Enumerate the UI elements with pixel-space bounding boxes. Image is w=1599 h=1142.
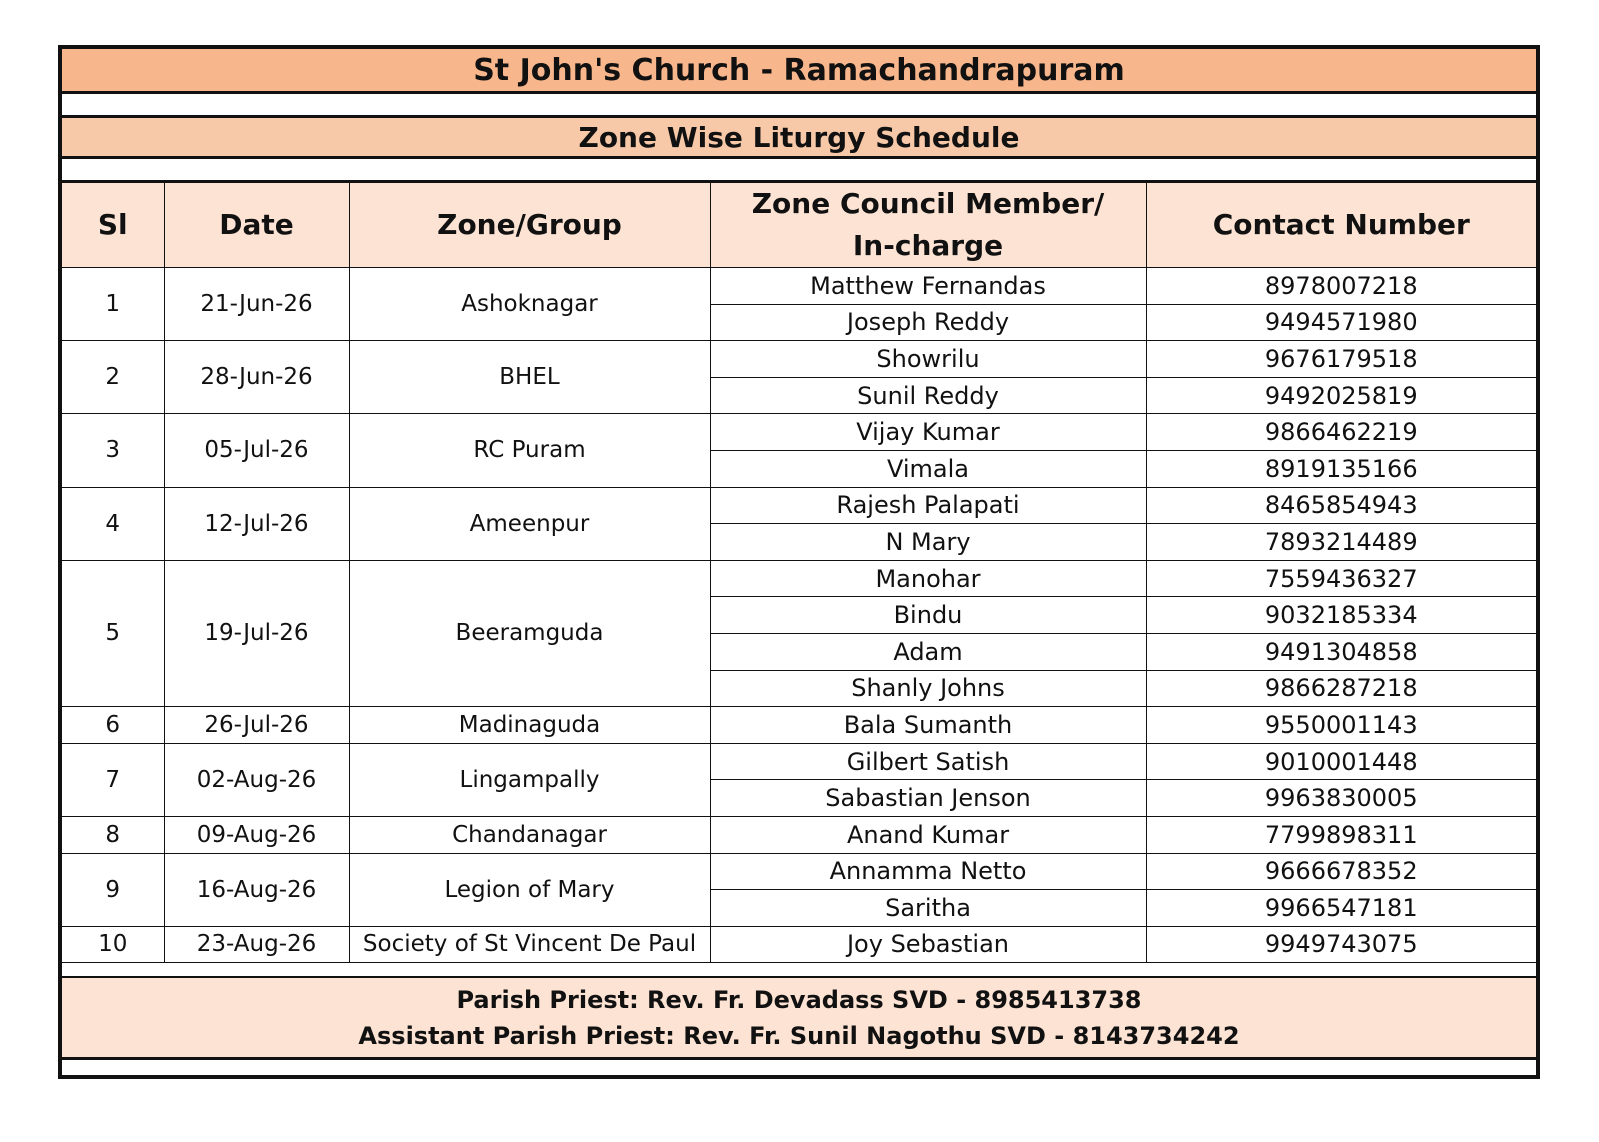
cell-zone: Ameenpur bbox=[349, 487, 710, 560]
table-row bbox=[62, 560, 1536, 597]
cell-sl: 1 bbox=[62, 268, 164, 341]
cell-contact-number: 9949743075 bbox=[1146, 926, 1536, 963]
cell-date: 12-Jul-26 bbox=[164, 487, 349, 560]
column-header-date: Date bbox=[164, 183, 349, 268]
cell-date: 09-Aug-26 bbox=[164, 816, 349, 853]
page-subtitle: Zone Wise Liturgy Schedule bbox=[62, 115, 1536, 159]
cell-zone: Society of St Vincent De Paul bbox=[349, 926, 710, 963]
cell-member-name: Rajesh Palapati bbox=[710, 487, 1146, 524]
table-row bbox=[62, 816, 1536, 853]
cell-sl: 6 bbox=[62, 707, 164, 744]
cell-zone: Chandanagar bbox=[349, 816, 710, 853]
cell-member-name: Anand Kumar bbox=[710, 816, 1146, 853]
cell-contact-number: 8465854943 bbox=[1146, 487, 1536, 524]
cell-contact-number: 9494571980 bbox=[1146, 304, 1536, 341]
cell-zone: Beeramguda bbox=[349, 560, 710, 706]
table-row bbox=[62, 268, 1536, 305]
cell-zone: Ashoknagar bbox=[349, 268, 710, 341]
schedule-sheet bbox=[58, 45, 1540, 1079]
cell-zone: BHEL bbox=[349, 341, 710, 414]
cell-date: 21-Jun-26 bbox=[164, 268, 349, 341]
parish-priest-line: Parish Priest: Rev. Fr. Devadass SVD - 8985413738 bbox=[456, 985, 1142, 1014]
cell-member-name: Joseph Reddy bbox=[710, 304, 1146, 341]
cell-member-name: Matthew Fernandas bbox=[710, 268, 1146, 305]
table-row bbox=[62, 414, 1536, 451]
cell-date: 28-Jun-26 bbox=[164, 341, 349, 414]
cell-date: 26-Jul-26 bbox=[164, 707, 349, 744]
table-header-row bbox=[62, 183, 1536, 268]
cell-contact-number: 9676179518 bbox=[1146, 341, 1536, 378]
cell-date: 02-Aug-26 bbox=[164, 743, 349, 816]
cell-zone: Lingampally bbox=[349, 743, 710, 816]
cell-contact-number: 7559436327 bbox=[1146, 560, 1536, 597]
column-header-zone: Zone/Group bbox=[349, 183, 710, 268]
cell-sl: 10 bbox=[62, 926, 164, 963]
assistant-priest-line: Assistant Parish Priest: Rev. Fr. Sunil Nagothu SVD - 8143734242 bbox=[358, 1021, 1240, 1050]
cell-member-name: Annamma Netto bbox=[710, 853, 1146, 890]
cell-member-name: Sunil Reddy bbox=[710, 377, 1146, 414]
table-row bbox=[62, 853, 1536, 890]
cell-contact-number: 7893214489 bbox=[1146, 524, 1536, 561]
cell-sl: 5 bbox=[62, 560, 164, 706]
cell-sl: 4 bbox=[62, 487, 164, 560]
column-header-sl: Sl bbox=[62, 183, 164, 268]
cell-contact-number: 9492025819 bbox=[1146, 377, 1536, 414]
cell-zone: RC Puram bbox=[349, 414, 710, 487]
cell-member-name: Showrilu bbox=[710, 341, 1146, 378]
schedule-table-body bbox=[62, 268, 1536, 963]
cell-member-name: Shanly Johns bbox=[710, 670, 1146, 707]
cell-contact-number: 9963830005 bbox=[1146, 780, 1536, 817]
cell-sl: 9 bbox=[62, 853, 164, 926]
cell-contact-number: 9866287218 bbox=[1146, 670, 1536, 707]
cell-contact-number: 9491304858 bbox=[1146, 633, 1536, 670]
cell-member-name: Gilbert Satish bbox=[710, 743, 1146, 780]
cell-contact-number: 9032185334 bbox=[1146, 597, 1536, 634]
spacer-row bbox=[62, 957, 1536, 978]
cell-contact-number: 9550001143 bbox=[1146, 707, 1536, 744]
cell-sl: 8 bbox=[62, 816, 164, 853]
table-row bbox=[62, 743, 1536, 780]
cell-member-name: N Mary bbox=[710, 524, 1146, 561]
schedule-table bbox=[62, 182, 1536, 963]
column-header-contact: Contact Number bbox=[1146, 183, 1536, 268]
cell-member-name: Sabastian Jenson bbox=[710, 780, 1146, 817]
cell-member-name: Vijay Kumar bbox=[710, 414, 1146, 451]
cell-zone: Madinaguda bbox=[349, 707, 710, 744]
cell-contact-number: 9866462219 bbox=[1146, 414, 1536, 451]
table-row bbox=[62, 707, 1536, 744]
cell-member-name: Joy Sebastian bbox=[710, 926, 1146, 963]
table-row bbox=[62, 341, 1536, 378]
table-row bbox=[62, 487, 1536, 524]
schedule-table-wrap bbox=[62, 180, 1536, 963]
cell-contact-number: 7799898311 bbox=[1146, 816, 1536, 853]
cell-contact-number: 8978007218 bbox=[1146, 268, 1536, 305]
cell-zone: Legion of Mary bbox=[349, 853, 710, 926]
cell-member-name: Manohar bbox=[710, 560, 1146, 597]
cell-date: 16-Aug-26 bbox=[164, 853, 349, 926]
cell-contact-number: 9966547181 bbox=[1146, 890, 1536, 927]
cell-member-name: Adam bbox=[710, 633, 1146, 670]
cell-date: 19-Jul-26 bbox=[164, 560, 349, 706]
cell-sl: 2 bbox=[62, 341, 164, 414]
page-title: St John's Church - Ramachandrapuram bbox=[62, 49, 1536, 94]
cell-contact-number: 8919135166 bbox=[1146, 450, 1536, 487]
cell-member-name: Bala Sumanth bbox=[710, 707, 1146, 744]
cell-date: 05-Jul-26 bbox=[164, 414, 349, 487]
cell-sl: 7 bbox=[62, 743, 164, 816]
cell-date: 23-Aug-26 bbox=[164, 926, 349, 963]
cell-contact-number: 9010001448 bbox=[1146, 743, 1536, 780]
cell-member-name: Vimala bbox=[710, 450, 1146, 487]
cell-sl: 3 bbox=[62, 414, 164, 487]
cell-member-name: Bindu bbox=[710, 597, 1146, 634]
cell-contact-number: 9666678352 bbox=[1146, 853, 1536, 890]
cell-member-name: Saritha bbox=[710, 890, 1146, 927]
footer-band bbox=[62, 978, 1536, 1060]
column-header-member: Zone Council Member/ In-charge bbox=[710, 183, 1146, 268]
